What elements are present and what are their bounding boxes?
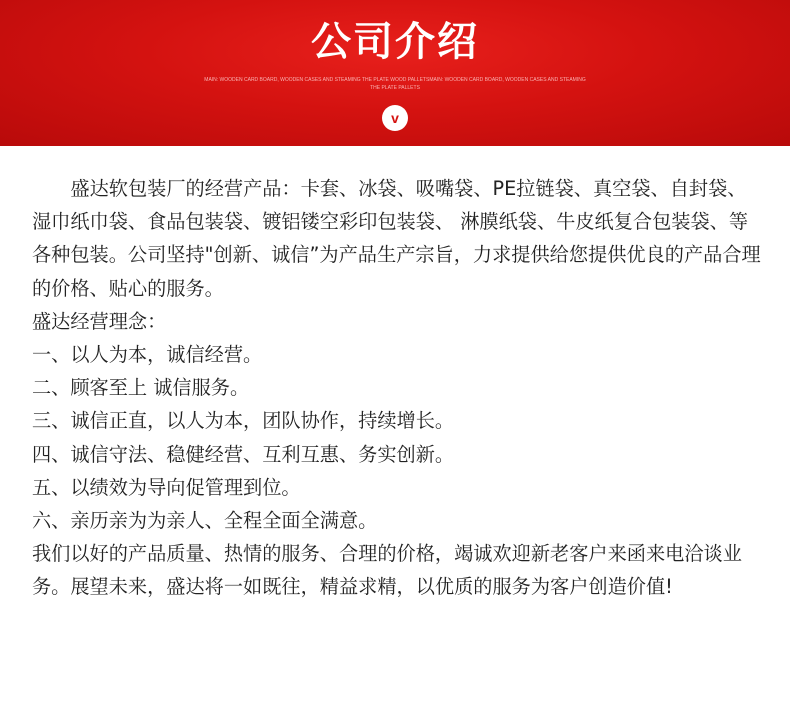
principle-item: 四、诚信守法、稳健经营、互利互惠、务实创新。 [32, 442, 455, 466]
chevron-down-icon: v [382, 105, 408, 131]
banner-subtitle: MAIN: WOODEN CARD BOARD, WOODEN CASES AND STEAMING THE PLATE WOOD PALLETSMAIN: WOODEN CARD BOARD, WOODEN CASES AND STEAMING THE PLATE PALLETS [204, 77, 586, 91]
philosophy-heading: 盛达经营理念： [32, 309, 167, 333]
principle-item: 二、顾客至上 诚信服务。 [32, 376, 250, 400]
header-banner [0, 0, 790, 146]
closing-paragraph: 我们以好的产品质量、热情的服务、合理的价格，竭诚欢迎新老客户来函来电洽谈业务。展望未来，盛达将一如既往，精益求精，以优质的服务为客户创造价值! [32, 542, 742, 599]
intro-paragraph: 盛达软包装厂的经营产品：卡套、冰袋、吸嘴袋、PE拉链袋、真空袋、自封袋、湿巾纸巾袋、食品包装袋、镀铝镂空彩印包装袋、 淋膜纸袋、牛皮纸复合包装袋、等各种包装。公司坚持"创新、诚信”为产品生产宗旨，力求提供给您提供优良的产品合理的价格、贴心的服务。 [32, 177, 761, 300]
principle-item: 六、亲历亲为为亲人、全程全面全满意。 [32, 509, 378, 533]
principle-item: 五、以绩效为导向促管理到位。 [32, 475, 301, 499]
company-intro-body [32, 172, 762, 604]
principle-item: 一、以人为本，诚信经营。 [32, 343, 263, 367]
page-title: 公司介绍 [311, 19, 479, 65]
principle-item: 三、诚信正直，以人为本，团队协作，持续增长。 [32, 409, 455, 433]
